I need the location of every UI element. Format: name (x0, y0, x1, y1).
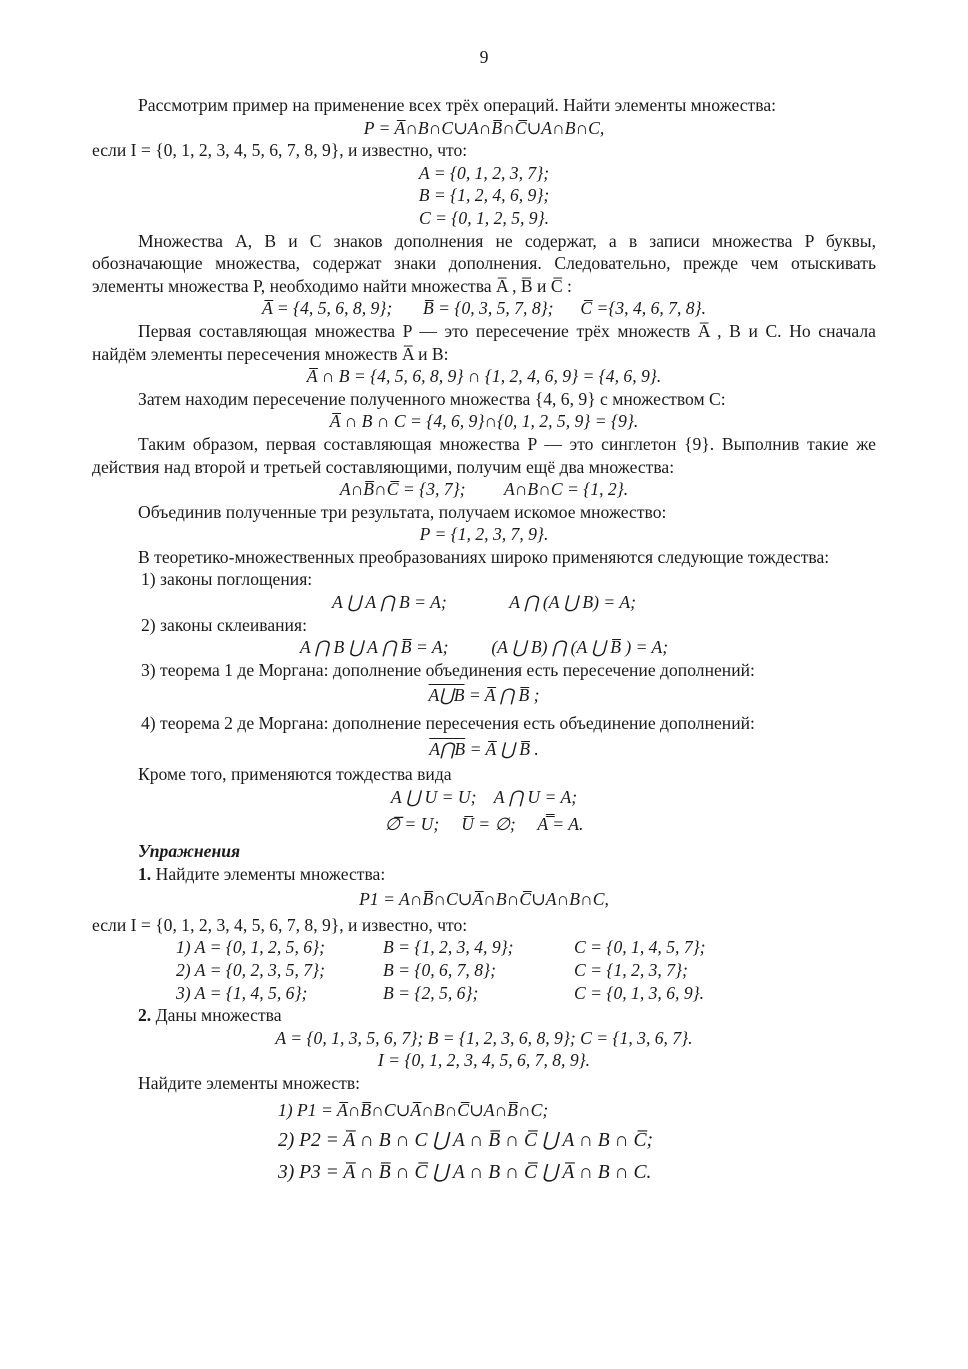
law-1-right: A ⋂ (A ⋃ B) = A; (509, 592, 636, 613)
ex2-item-1: 1) P1 = A̅∩B̅∩C∪A̅∩B∩C̅∪A∩B̅∩C; (278, 1099, 549, 1120)
variant-b: B = {2, 5, 6}; (383, 982, 479, 1003)
page-body (92, 94, 876, 1189)
ex2-items (92, 1095, 876, 1189)
ex1-variants (92, 936, 876, 1004)
law-3-right: = A̅ ⋂ B̅ ; (468, 685, 540, 706)
page-number: 9 (479, 47, 489, 67)
set-c: C = {0, 1, 2, 5, 9}. (418, 207, 550, 228)
para-besides: Кроме того, применяются тождества вида (138, 764, 452, 785)
intro-text: Рассмотрим пример на применение всех трёх операций. Найти элементы множества: (138, 95, 777, 115)
eq-empty: ∅̅ = U; U̅ = ∅; A̿ = A. (384, 814, 584, 835)
universe-line: если I = {0, 1, 2, 3, 4, 5, 6, 7, 8, 9}, и известно, что: (92, 140, 468, 161)
variant-c: C = {0, 1, 4, 5, 7}; (574, 937, 706, 958)
law-4-formula (92, 735, 876, 761)
law-4-right: = A̅ ⋃ B̅ . (469, 738, 539, 759)
law-2-right: (A ⋃ B) ⋂ (A ⋃ B̅ ) = A; (491, 637, 669, 658)
eq-then: A̅ ∩ B ∩ C = {4, 6, 9}∩{0, 1, 2, 5, 9} = {9}. (329, 411, 639, 432)
ex1-text: Найдите элементы множества: (155, 863, 386, 884)
para-first-component: Первая составляющая множества P — это пересечение трёх множеств A̅ , B и C. Но сначала найдём элементы пересечения множеств A̅ и B: (92, 320, 876, 364)
eq-third: A∩B∩C = {1, 2}. (503, 479, 629, 500)
ex1-universe: если I = {0, 1, 2, 3, 4, 5, 6, 7, 8, 9}, и известно, что: (92, 914, 468, 935)
law-1-label: 1) законы поглощения: (141, 569, 313, 590)
para-union: Объединив полученные три результата, получаем искомое множество: (138, 501, 667, 522)
ex2-find: Найдите элементы множеств: (138, 1072, 361, 1093)
law-4-label: 4) теорема 2 де Моргана: дополнение пересечения есть объединение дополнений: (141, 713, 755, 734)
para-complements: Множества A, B и C знаков дополнения не содержат, а в записи множества P буквы, обозначающие множества, содержат знаки дополнения. Следовательно, прежде чем отыскивать элементы множества P, необходимо найти множества A̅ , B̅ и C̅ : (92, 230, 876, 296)
eq-result: P = {1, 2, 3, 7, 9}. (419, 524, 549, 545)
complements-line (92, 297, 876, 320)
variant-b: B = {1, 2, 3, 4, 9}; (383, 937, 514, 958)
law-1-formulas (92, 591, 876, 614)
para-identities: В теоретико-множественных преобразованиях широко применяются следующие тождества: (138, 546, 830, 567)
law-2-label: 2) законы склеивания: (141, 614, 307, 635)
complement-c: C̅ ={3, 4, 6, 7, 8}. (580, 298, 706, 319)
ex2-text: Даны множества (155, 1005, 282, 1026)
eq-first: A̅ ∩ B = {4, 5, 6, 8, 9} ∩ {1, 2, 4, 6, 9} = {4, 6, 9}. (306, 366, 662, 387)
law-3-left: A⋃B (428, 685, 465, 706)
ex2-intro (92, 1004, 876, 1027)
law-1-left: A ⋃ A ⋂ B = A; (332, 592, 447, 613)
ex1-intro (92, 863, 876, 886)
variant-a: 3) A = {1, 4, 5, 6}; (176, 982, 308, 1003)
variant-row (176, 936, 706, 959)
ex2-item-3: 3) P3 = A̅ ∩ B̅ ∩ C̅ ⋃ A ∩ B ∩ C̅ ⋃ A̅ ∩ B ∩ C. (278, 1161, 652, 1183)
variant-c: C = {0, 1, 3, 6, 9}. (574, 982, 705, 1003)
complement-b: B̅ = {0, 3, 5, 7, 8}; (423, 298, 554, 319)
law-3-label: 3) теорема 1 де Моргана: дополнение объединения есть пересечение дополнений: (141, 659, 755, 680)
law-4-left: A⋂B (429, 738, 466, 759)
eq-second: A∩B̅∩C̅ = {3, 7}; (339, 479, 466, 500)
ex2-number: 2. (138, 1005, 152, 1026)
law-2-formulas (92, 636, 876, 659)
exercises-heading: Упражнения (138, 841, 241, 861)
para-singleton: Таким образом, первая составляющая множества P — это синглетон {9}. Выполнив такие же действия над второй и третьей составляющими, получим ещё два множества: (92, 433, 876, 477)
ex2-item-2: 2) P2 = A̅ ∩ B ∩ C ⋃ A ∩ B̅ ∩ C̅ ⋃ A ∩ B ∩ C̅; (278, 1129, 654, 1151)
ex1-number: 1. (138, 863, 152, 884)
variant-a: 1) A = {0, 1, 2, 5, 6}; (176, 937, 325, 958)
law-3-formula (92, 681, 876, 707)
complement-a: A̅ = {4, 5, 6, 8, 9}; (261, 298, 393, 319)
set-b: B = {1, 2, 4, 6, 9}; (418, 185, 550, 206)
ex1-variants-table (176, 936, 706, 1004)
ex1-formula: P1 = A∩B̅∩C∪A̅∩B∩C̅∪A∩B∩C, (359, 889, 609, 910)
set-a: A = {0, 1, 2, 3, 7}; (418, 162, 550, 183)
variant-row (176, 959, 706, 982)
law-2-left: A ⋂ B ⋃ A ⋂ B̅ = A; (299, 637, 449, 658)
para-then: Затем находим пересечение полученного множества {4, 6, 9} с множеством C: (138, 388, 726, 409)
variant-a: 2) A = {0, 2, 3, 5, 7}; (176, 959, 325, 980)
ex2-sets: A = {0, 1, 3, 5, 6, 7}; B = {1, 2, 3, 6, 8, 9}; C = {1, 3, 6, 7}. (275, 1027, 693, 1048)
variant-row (176, 982, 706, 1005)
formula-main: P = A̅∩B∩C∪A∩B̅∩C̅∪A∩B∩C, (363, 117, 605, 138)
eq-second-third (92, 478, 876, 501)
variant-c: C = {1, 2, 3, 7}; (574, 959, 688, 980)
eq-universe: A ⋃ U = U; A ⋂ U = A; (390, 786, 578, 807)
variant-b: B = {0, 6, 7, 8}; (383, 959, 496, 980)
ex2-universe: I = {0, 1, 2, 3, 4, 5, 6, 7, 8, 9}. (377, 1050, 591, 1071)
